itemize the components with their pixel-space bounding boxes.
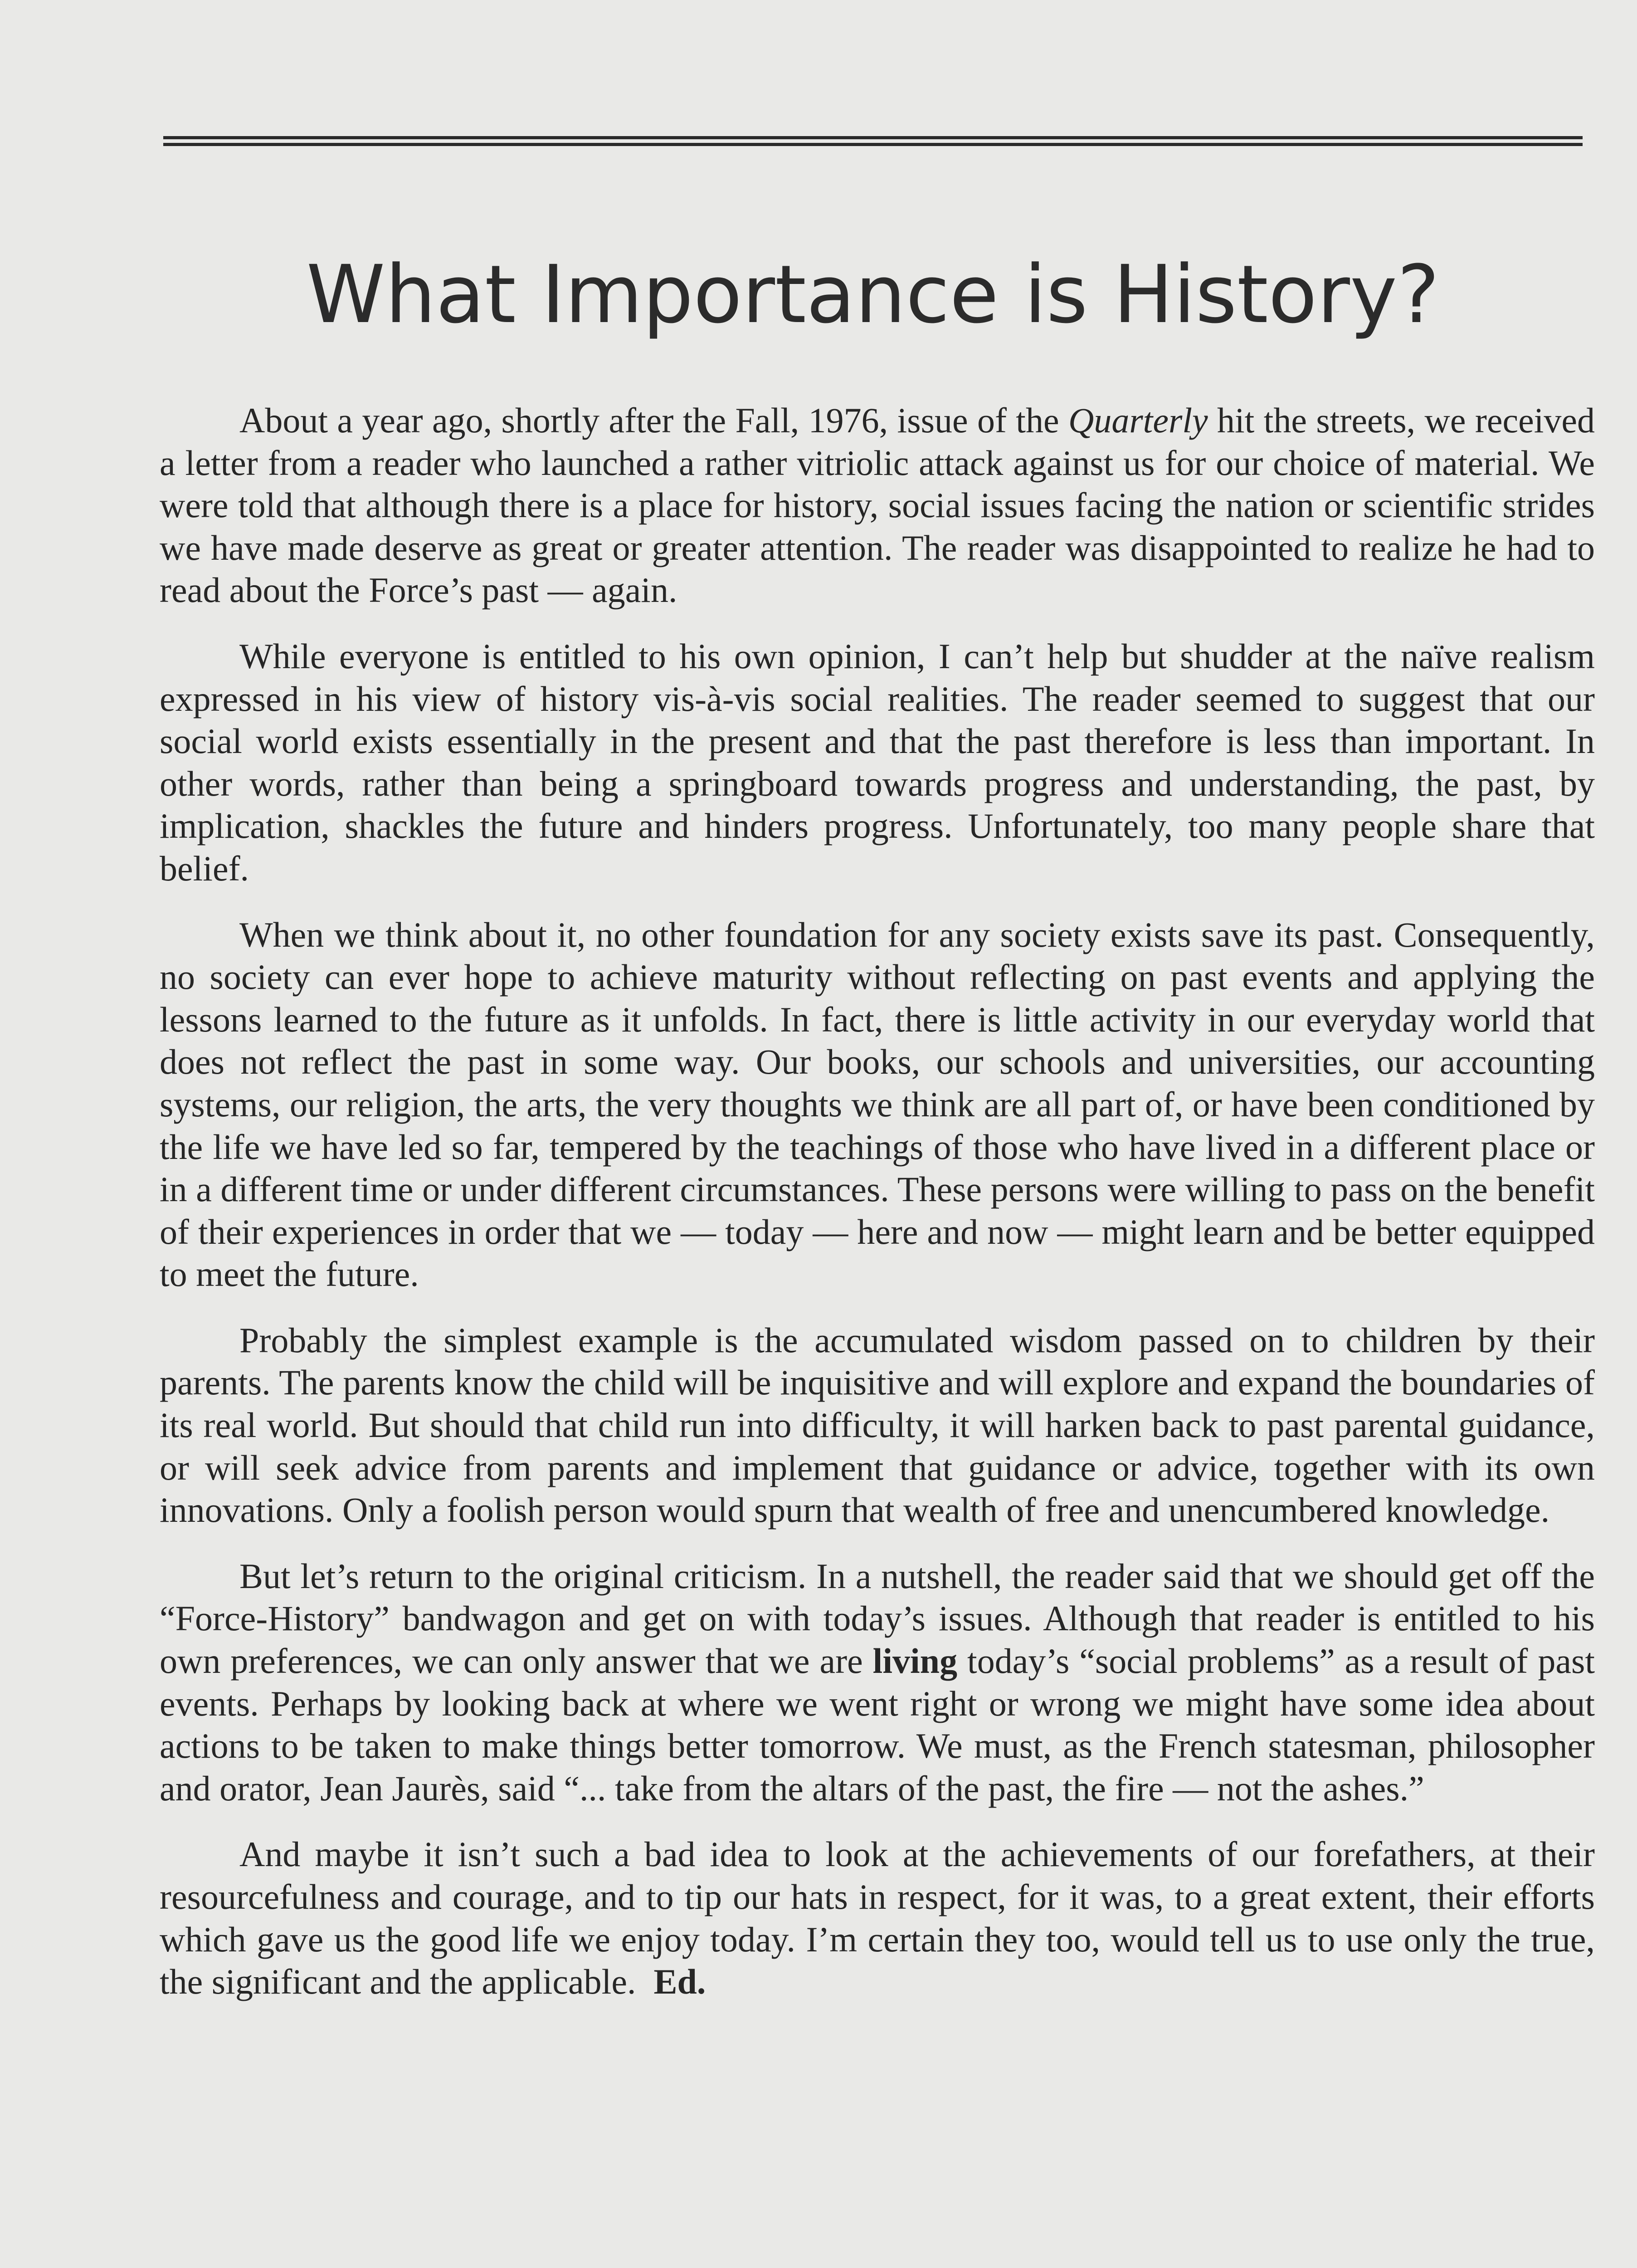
paragraph-5	[160, 1555, 1595, 1810]
paragraph-1	[160, 399, 1595, 611]
editor-signature: Ed.	[653, 1962, 706, 2002]
paragraph-4: Probably the simplest example is the accumulated wisdom passed on to children by their parents. The parents know the child will be inquisitive and will explore and expand the boundaries of its real world. But should that child run into difficulty, it will harken back to past parental guidance, or will seek advice from parents and implement that guidance or advice, together with its own innovations. Only a foolish person would spurn that wealth of free and unencumbered knowledge.	[160, 1320, 1595, 1530]
living-bold: living	[872, 1641, 958, 1681]
paragraph-6-text: And maybe it isn’t such a bad idea to look at the achievements of our forefathers, at their resourcefulness and courage, and to tip our hats in respect, for it was, to a great extent, their efforts which gave us the good life we enjoy today. I’m certain they too, would tell us to use only the true, the significant and the applicable.	[160, 1834, 1595, 2002]
paragraph-5-text-cont: today’s “social problems” as a result of past events. Perhaps by looking back at where we went right or wrong we might have some idea about actions to be taken to make things better tomorrow. We must, as the French statesman, philosopher and orator, Jean Jaurès, said “... take from the altars of the past, the fire — not the ashes.”	[160, 1641, 1595, 1808]
top-double-rule	[163, 136, 1583, 146]
paragraph-6	[160, 1833, 1595, 2003]
paragraph-1-text: About a year ago, shortly after the Fall, 1976, issue of the	[239, 401, 1068, 440]
article-body	[160, 399, 1595, 2027]
paragraph-5-text: But let’s return to the original criticism. In a nutshell, the reader said that we should get off the “Force-History” bandwagon and get on with today’s issues. Although that reader is entitled to his own preferences, we can only answer that we are	[160, 1556, 1595, 1681]
page-title: What Importance is History?	[306, 248, 1440, 341]
paragraph-3: When we think about it, no other foundation for any society exists save its past. Consequently, no society can ever hope to achieve maturity without reflecting on past events and applying the lessons learned to the future as it unfolds. In fact, there is little activity in our everyday world that does not reflect the past in some way. Our books, our schools and universities, our accounting systems, our religion, the arts, the very thoughts we think are all part of, or have been conditioned by the life we have led so far, tempered by the teachings of those who have lived in a different place or in a different time or under different circumstances. These persons were willing to pass on the benefit of their experiences in order that we — today — here and now — might learn and be better equipped to meet the future.	[160, 914, 1595, 1294]
quarterly-italic: Quarterly	[1068, 401, 1208, 440]
paragraph-2: While everyone is entitled to his own opinion, I can’t help but shudder at the naïve realism expressed in his view of history vis-à-vis social realities. The reader seemed to suggest that our social world exists essentially in the present and that the past therefore is less than important. In other words, rather than being a springboard towards progress and understanding, the past, by implication, shackles the future and hinders progress. Unfortunately, too many people share that belief.	[160, 636, 1595, 888]
paragraph-1-text-cont: hit the streets, we received a letter from a reader who launched a rather vitriolic attack against us for our choice of material. We were told that although there is a place for history, social issues facing the nation or scientific strides we have made deserve as great or greater attention. The reader was disappointed to realize he had to read about the Force’s past — again.	[160, 401, 1595, 610]
